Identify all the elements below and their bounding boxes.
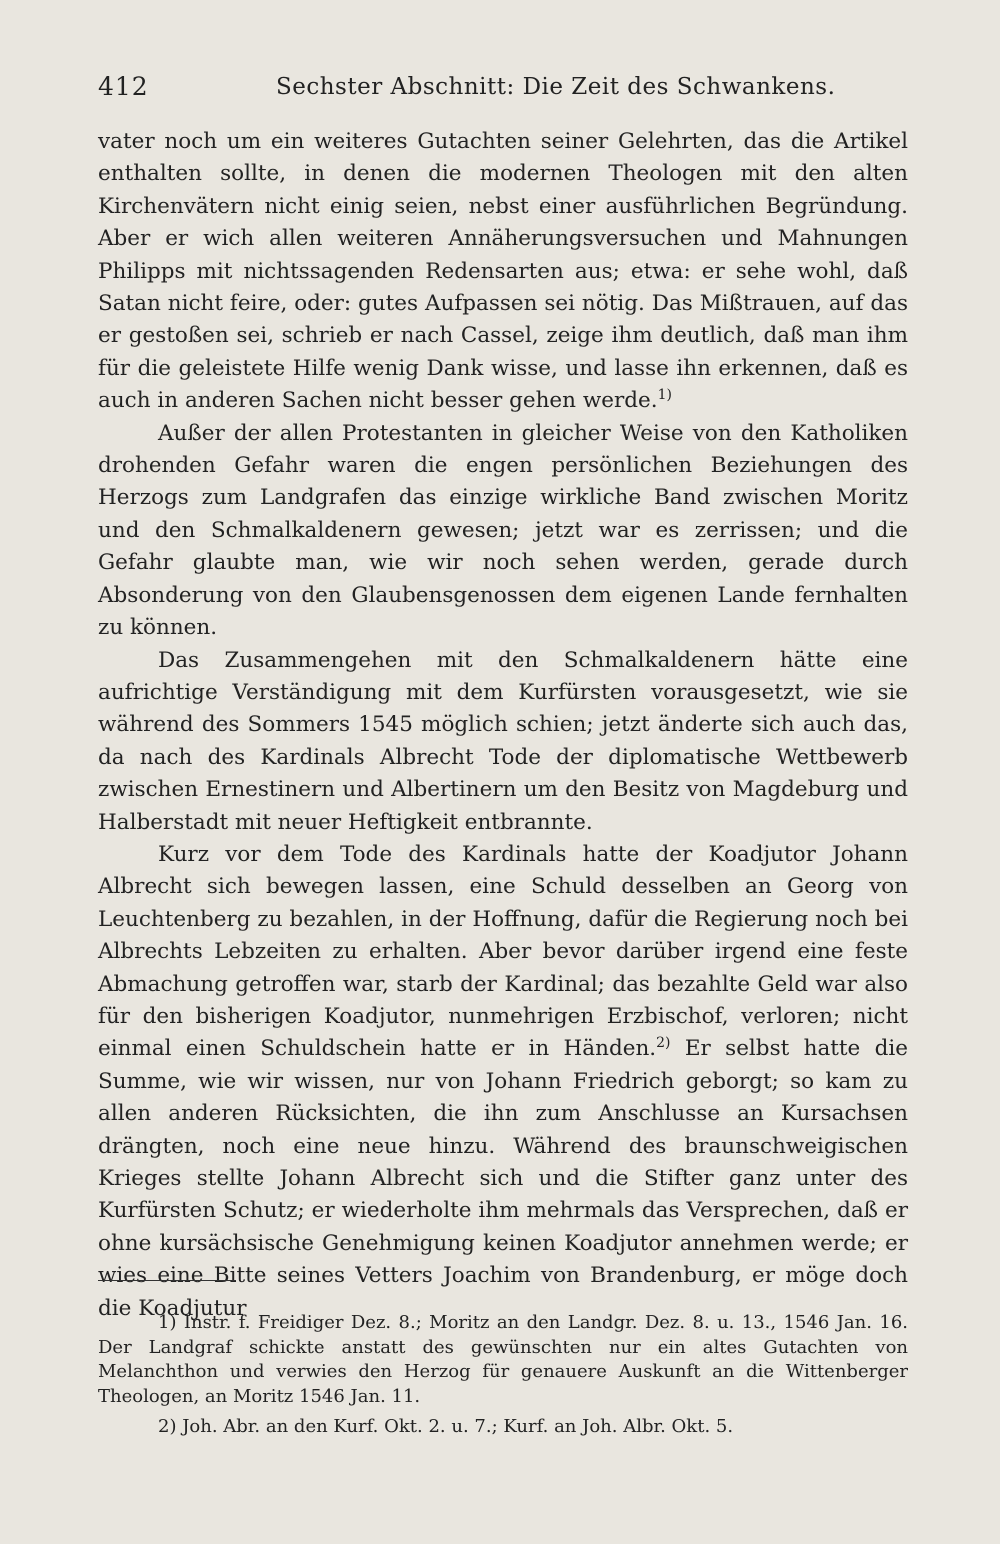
footnotes — [98, 1311, 908, 1440]
footnote-divider — [98, 1280, 236, 1281]
paragraph-1 — [98, 126, 908, 418]
paragraph-1-text: vater noch um ein weiteres Gutachten seiner Gelehrten, das die Artikel enthalten sollte, in denen die modernen Theologen mit den alten Kirchenvätern nicht einig seien, nebst einer ausführlichen Begründung. Aber er wich allen weiteren Annäherungsversuchen und Mahnungen Philipps mit nichtssagenden Redensarten aus; etwa: er sehe wohl, daß Satan nicht feire, oder: gutes Aufpassen sei nötig. Das Mißtrauen, auf das er gestoßen sei, schrieb er nach Cassel, zeige ihm deutlich, daß man ihm für die geleistete Hilfe wenig Dank wisse, und lasse ihn erkennen, daß es auch in anderen Sachen nicht besser gehen werde. — [98, 129, 908, 414]
footnote-mark-2: 2) — [656, 1035, 671, 1052]
paragraph-4 — [98, 839, 908, 1325]
paragraph-3: Das Zusammengehen mit den Schmalkaldenern hätte eine aufrichtige Verständigung mit dem Kurfürsten vorausgesetzt, wie sie während des Sommers 1545 möglich schien; jetzt änderte sich auch das, da nach des Kardinals Albrecht Tode der diplomatische Wettbewerb zwischen Ernestinern und Albertinern um den Besitz von Magdeburg und Halberstadt mit neuer Heftigkeit entbrannte. — [98, 647, 908, 835]
page-header — [98, 72, 908, 106]
running-head: Sechster Abschnitt: Die Zeit des Schwankens. — [276, 74, 836, 100]
footnote-1: 1) Instr. f. Freidiger Dez. 8.; Moritz an den Landgr. Dez. 8. u. 13., 1546 Jan. 16. Der Landgraf schickte anstatt des gewünschten nur ein altes Gutachten von Melanchthon und verwies den Herzog für genauere Auskunft an die Wittenberger Theologen, an Moritz 1546 Jan. 11. — [98, 1312, 908, 1407]
main-text — [98, 126, 908, 1325]
footnote-2: 2) Joh. Abr. an den Kurf. Okt. 2. u. 7.; Kurf. an Joh. Albr. Okt. 5. — [158, 1416, 734, 1438]
paragraph-4-continuation: Er selbst hatte die Summe, wie wir wissen, nur von Johann Friedrich geborgt; so kam zu allen anderen Rücksichten, die ihn zum Anschlusse an Kursachsen drängten, noch eine neue hinzu. Während des braunschweigischen Krieges stellte Johann Albrecht sich und die Stifter ganz unter des Kurfürsten Schutz; er wiederholte ihm mehrmals das Versprechen, daß er ohne kursächsische Genehmigung keinen Koadjutor annehmen werde; er wies eine Bitte seines Vetters Joachim von Brandenburg, er möge doch die Koadjutur — [98, 1036, 908, 1321]
paragraph-2: Außer der allen Protestanten in gleicher Weise von den Katholiken drohenden Gefahr waren die engen persönlichen Beziehungen des Herzogs zum Landgrafen das einzige wirkliche Band zwischen Moritz und den Schmalkaldenern gewesen; jetzt war es zerrissen; und die Gefahr glaubte man, wie wir noch sehen werden, gerade durch Absonderung von den Glaubensgenossen dem eigenen Lande fernhalten zu können. — [98, 420, 908, 641]
paragraph-4-text: Kurz vor dem Tode des Kardinals hatte der Koadjutor Johann Albrecht sich bewegen lassen, eine Schuld desselben an Georg von Leuchtenberg zu bezahlen, in der Hoffnung, dafür die Regierung noch bei Albrechts Lebzeiten zu erhalten. Aber bevor darüber irgend eine feste Abmachung getroffen war, starb der Kardinal; das bezahlte Geld war also für den bisherigen Koadjutor, nunmehrigen Erzbischof, verloren; nicht einmal einen Schuldschein hatte er in Händen. — [98, 841, 908, 1062]
footnote-mark-1: 1) — [657, 387, 672, 404]
page-number: 412 — [98, 72, 149, 101]
